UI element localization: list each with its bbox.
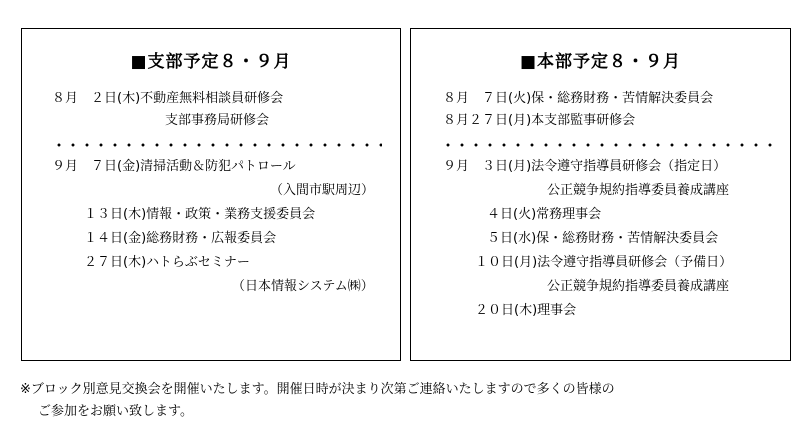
headquarters-schedule-panel	[410, 28, 791, 361]
schedule-line: １４日(金)総務財務・広報委員会	[84, 231, 277, 246]
schedule-line: ９月 ３日(月)法令遵守指導員研修会（指定日）	[443, 159, 727, 174]
schedule-line: ８月 ２日(木)不動産無料相談員研修会	[52, 91, 284, 106]
schedule-line: ２０日(木)理事会	[475, 303, 577, 318]
schedule-line: ４日(火)常務理事会	[487, 207, 602, 222]
schedule-line: ８月２７日(月)本支部監事研修会	[443, 113, 636, 128]
schedule-line: ２７日(木)ハトらぶセミナー	[84, 255, 250, 270]
schedule-line: 支部事務局研修会	[165, 113, 270, 128]
schedule-line: 公正競争規約指導委員養成講座	[547, 183, 730, 198]
schedule-line: １３日(木)情報・政策・業務支援委員会	[84, 207, 316, 222]
schedule-line: （日本情報システム㈱）	[232, 279, 374, 294]
schedule-line: ８月 ７日(火)保・総務財務・苦情解決委員会	[443, 91, 714, 106]
branch-schedule-panel	[21, 28, 401, 361]
dotted-divider	[52, 143, 382, 147]
dotted-divider	[441, 143, 772, 147]
branch-schedule-title: ■支部予定８・９月	[130, 52, 292, 72]
schedule-line: ５日(水)保・総務財務・苦情解決委員会	[487, 231, 719, 246]
schedule-line: 公正競争規約指導委員養成講座	[547, 279, 730, 294]
headquarters-schedule-title: ■本部予定８・９月	[519, 52, 682, 72]
footnote-line: ご参加をお願い致します。	[38, 404, 193, 419]
schedule-line: ９月 ７日(金)清掃活動＆防犯パトロール	[52, 159, 296, 174]
schedule-line: （入間市駅周辺）	[270, 183, 375, 198]
footnote-line: ※ブロック別意見交換会を開催いたします。開催日時が決まり次第ご連絡いたしますので多くの皆様の	[20, 382, 615, 397]
schedule-line: １０日(月)法令遵守指導員研修会（予備日）	[475, 255, 733, 270]
